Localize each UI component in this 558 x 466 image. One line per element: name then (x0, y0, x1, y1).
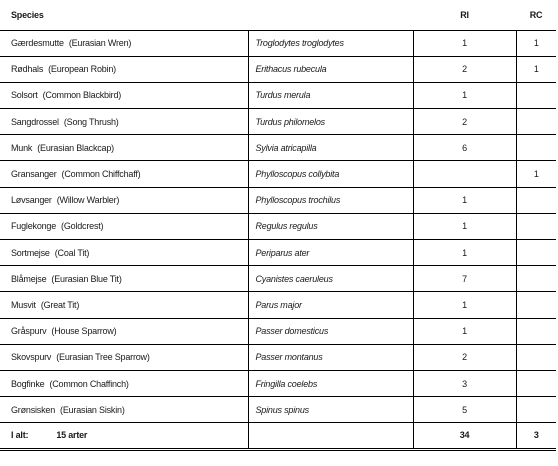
ri-value: 3 (413, 370, 516, 396)
table-row (0, 187, 556, 213)
total-label: I alt: (11, 430, 29, 441)
table-row (0, 213, 556, 239)
english-name: (Coal Tit) (54, 247, 90, 258)
ri-value: 1 (413, 30, 516, 56)
english-name: (Song Thrush) (63, 116, 119, 127)
species-name-cell (0, 240, 248, 266)
table-row (0, 318, 556, 344)
table-row (0, 109, 556, 135)
danish-name: Fuglekonge (11, 221, 57, 232)
danish-name: Gærdesmutte (11, 38, 64, 49)
latin-name: Phylloscopus trochilus (248, 187, 413, 213)
header-species: Species (0, 0, 248, 30)
latin-name: Regulus regulus (248, 213, 413, 239)
latin-name: Passer montanus (248, 344, 413, 370)
english-name: (European Robin) (48, 64, 116, 75)
english-name: (Common Chiffchaff) (61, 169, 141, 180)
total-species-count: 15 arter (56, 430, 88, 441)
species-name-cell (0, 397, 248, 423)
total-latin-empty (248, 423, 413, 449)
rc-value (516, 213, 556, 239)
table-row (0, 370, 556, 396)
english-name: (Eurasian Blue Tit) (51, 273, 122, 284)
table-row (0, 161, 556, 187)
english-name: (Goldcrest) (61, 221, 104, 232)
rc-value: 1 (516, 161, 556, 187)
table-body (0, 30, 556, 449)
ri-value: 1 (413, 213, 516, 239)
ri-value: 6 (413, 135, 516, 161)
table-row (0, 240, 556, 266)
latin-name: Turdus philomelos (248, 109, 413, 135)
total-label-cell (0, 423, 248, 449)
english-name: (House Sparrow) (51, 326, 117, 337)
english-name: (Common Chaffinch) (49, 378, 129, 389)
ri-value (413, 161, 516, 187)
latin-name: Fringilla coelebs (248, 370, 413, 396)
table-row (0, 82, 556, 108)
danish-name: Gransanger (11, 169, 57, 180)
header-ri: RI (413, 0, 516, 30)
ri-value: 2 (413, 109, 516, 135)
species-name-cell (0, 266, 248, 292)
header-row (0, 0, 556, 30)
rc-value (516, 82, 556, 108)
rc-value (516, 397, 556, 423)
latin-name: Sylvia atricapilla (248, 135, 413, 161)
total-ri: 34 (413, 423, 516, 449)
species-name-cell (0, 109, 248, 135)
ri-value: 1 (413, 240, 516, 266)
species-name-cell (0, 344, 248, 370)
table-row (0, 397, 556, 423)
english-name: (Eurasian Blackcap) (37, 142, 114, 153)
danish-name: Solsort (11, 90, 38, 101)
species-name-cell (0, 56, 248, 82)
english-name: (Willow Warbler) (56, 195, 120, 206)
latin-name: Phylloscopus collybita (248, 161, 413, 187)
species-name-cell (0, 30, 248, 56)
ri-value: 2 (413, 56, 516, 82)
ri-value: 1 (413, 187, 516, 213)
species-name-cell (0, 187, 248, 213)
species-name-cell (0, 135, 248, 161)
ri-value: 5 (413, 397, 516, 423)
rc-value (516, 187, 556, 213)
total-row (0, 423, 556, 449)
table-row (0, 344, 556, 370)
rc-value (516, 266, 556, 292)
danish-name: Bogfinke (11, 378, 45, 389)
species-name-cell (0, 82, 248, 108)
rc-value (516, 109, 556, 135)
danish-name: Musvit (11, 299, 36, 310)
ri-value: 7 (413, 266, 516, 292)
ri-value: 2 (413, 344, 516, 370)
rc-value (516, 240, 556, 266)
english-name: (Great Tit) (40, 299, 80, 310)
latin-name: Erithacus rubecula (248, 56, 413, 82)
table-row (0, 56, 556, 82)
rc-value (516, 135, 556, 161)
danish-name: Sortmejse (11, 247, 50, 258)
latin-name: Periparus ater (248, 240, 413, 266)
header-rc: RC (516, 0, 556, 30)
danish-name: Løvsanger (11, 195, 52, 206)
danish-name: Rødhals (11, 64, 44, 75)
danish-name: Sangdrossel (11, 116, 59, 127)
rc-value (516, 370, 556, 396)
english-name: (Eurasian Wren) (68, 38, 132, 49)
table-row (0, 266, 556, 292)
species-name-cell (0, 213, 248, 239)
species-name-cell (0, 370, 248, 396)
header-latin (248, 0, 413, 30)
english-name: (Common Blackbird) (42, 90, 122, 101)
table-row (0, 135, 556, 161)
danish-name: Munk (11, 142, 33, 153)
species-name-cell (0, 161, 248, 187)
danish-name: Gråspurv (11, 326, 47, 337)
english-name: (Eurasian Tree Sparrow) (56, 352, 150, 363)
danish-name: Skovspurv (11, 352, 52, 363)
danish-name: Grønsisken (11, 404, 56, 415)
rc-value (516, 318, 556, 344)
rc-value (516, 344, 556, 370)
latin-name: Passer domesticus (248, 318, 413, 344)
latin-name: Parus major (248, 292, 413, 318)
species-name-cell (0, 292, 248, 318)
latin-name: Turdus merula (248, 82, 413, 108)
ri-value: 1 (413, 292, 516, 318)
rc-value (516, 292, 556, 318)
latin-name: Troglodytes troglodytes (248, 30, 413, 56)
total-rc: 3 (516, 423, 556, 449)
danish-name: Blåmejse (11, 273, 47, 284)
ri-value: 1 (413, 82, 516, 108)
table-row (0, 292, 556, 318)
rc-value: 1 (516, 56, 556, 82)
table-row (0, 30, 556, 56)
latin-name: Cyanistes caeruleus (248, 266, 413, 292)
ri-value: 1 (413, 318, 516, 344)
english-name: (Eurasian Siskin) (60, 404, 125, 415)
rc-value: 1 (516, 30, 556, 56)
species-name-cell (0, 318, 248, 344)
latin-name: Spinus spinus (248, 397, 413, 423)
